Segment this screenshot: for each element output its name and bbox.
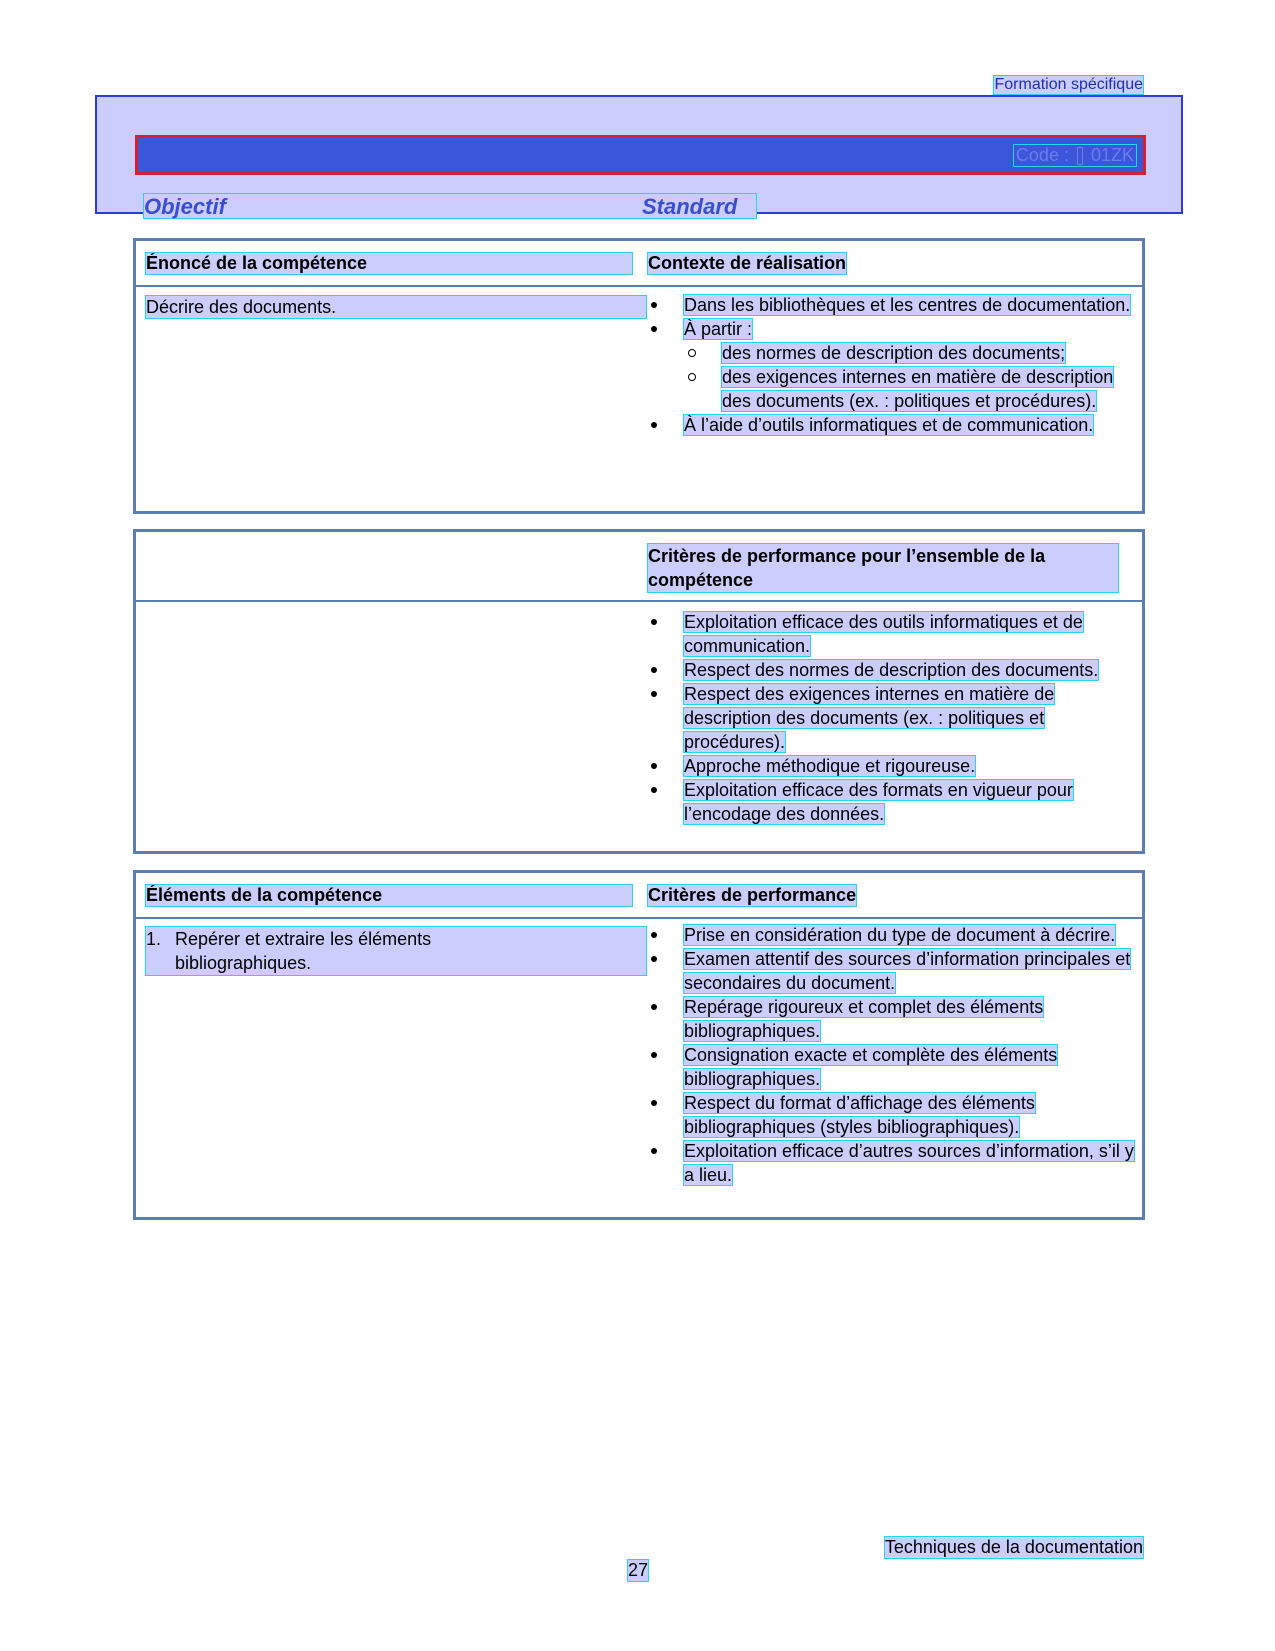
list-item: Respect des exigences internes en matière de description des documents (ex. : politiques et procédures).: [648, 682, 1136, 754]
competency-code: [1013, 144, 1137, 167]
element-number: 1.: [146, 929, 162, 949]
list-item: Exploitation efficace des outils informatiques et de communication.: [648, 610, 1136, 658]
list-item: Repérage rigoureux et complet des éléments bibliographiques.: [648, 995, 1136, 1043]
overall-criteria-box: [133, 529, 1145, 854]
context-list: [648, 293, 1136, 437]
competency-statement-box: [133, 238, 1145, 514]
program-name: Techniques de la documentation: [884, 1537, 1143, 1557]
competency-statement: Décrire des documents.: [146, 296, 646, 318]
list-item: À l’aide d’outils informatiques et de communication.: [648, 413, 1136, 437]
context-sublist: [684, 341, 1136, 413]
page-number: 27: [628, 1560, 649, 1580]
context-list-wrap: [648, 293, 1136, 437]
list-item: Exploitation efficace d’autres sources d’information, s’il y a lieu.: [648, 1139, 1136, 1187]
element-text: Repérer et extraire les éléments bibliographiques.: [175, 929, 432, 973]
list-item: Respect des normes de description des documents.: [648, 658, 1136, 682]
objective-title: Objectif: [144, 194, 226, 219]
competency-element: [146, 927, 646, 975]
list-item: Respect du format d’affichage des éléments bibliographiques (styles bibliographiques).: [648, 1091, 1136, 1139]
performance-criteria-list: [648, 923, 1136, 1187]
code-separator: [1077, 147, 1083, 165]
performance-criteria-wrap: [648, 923, 1136, 1187]
context-heading: Contexte de réalisation: [648, 253, 847, 273]
list-item: Exploitation efficace des formats en vigueur pour l’encodage des données.: [648, 778, 1136, 826]
code-value: 01ZK: [1090, 145, 1134, 165]
list-item: À partir : des normes de description des documents; des exigences internes en matière de description des documents (ex. : politiques et procédures).: [648, 317, 1136, 413]
elements-heading: Éléments de la compétence: [146, 885, 632, 906]
list-item: Approche méthodique et rigoureuse.: [648, 754, 1136, 778]
standard-title: Standard: [642, 194, 738, 219]
column-titles: [144, 194, 756, 218]
box-header: [136, 241, 1142, 287]
list-item: Prise en considération du type de document à décrire.: [648, 923, 1136, 947]
overall-criteria-wrap: [648, 610, 1136, 826]
performance-heading: Critères de performance: [648, 885, 857, 905]
code-label: Code :: [1015, 145, 1069, 165]
list-item: des exigences internes en matière de description des documents (ex. : politiques et procédures).: [684, 365, 1136, 413]
statement-heading: Énoncé de la compétence: [146, 253, 632, 274]
section-label: Formation spécifique: [994, 76, 1143, 93]
list-item: Dans les bibliothèques et les centres de documentation.: [648, 293, 1136, 317]
code-bar: [135, 135, 1146, 175]
list-item: Examen attentif des sources d’information principales et secondaires du document.: [648, 947, 1136, 995]
box-header: [136, 873, 1142, 919]
overall-criteria-heading: Critères de performance pour l’ensemble de la compétence: [648, 544, 1118, 592]
list-item: des normes de description des documents;: [684, 341, 1136, 365]
list-item: Consignation exacte et complète des éléments bibliographiques.: [648, 1043, 1136, 1091]
elements-criteria-box: [133, 870, 1145, 1220]
box-header: [136, 532, 1142, 602]
overall-criteria-list: [648, 610, 1136, 826]
